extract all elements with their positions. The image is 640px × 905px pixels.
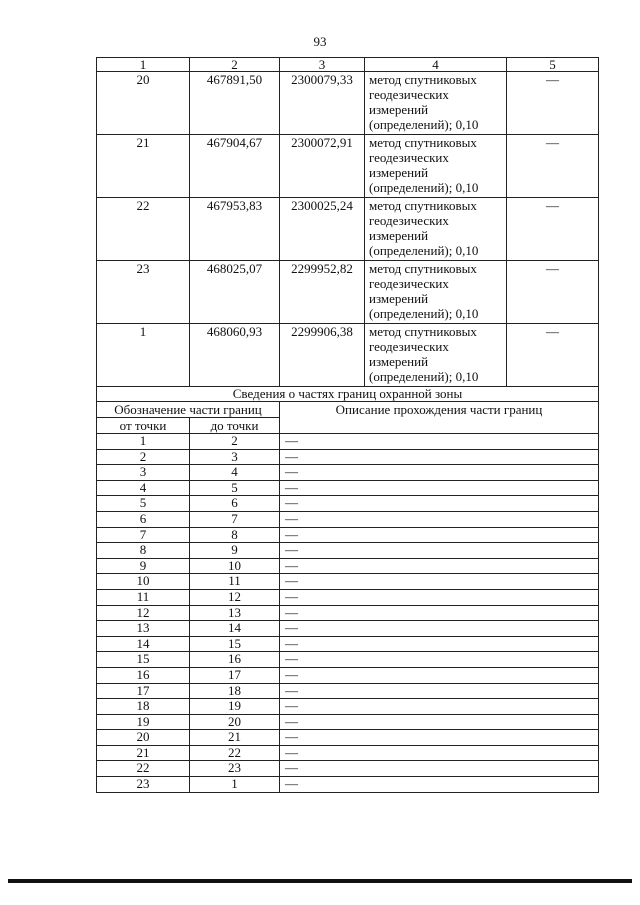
- note-cell: —: [507, 135, 599, 198]
- column-number: 3: [280, 58, 365, 72]
- coordinate-x: 467891,50: [190, 72, 280, 135]
- segment-description: —: [280, 449, 599, 465]
- segment-description: —: [280, 714, 599, 730]
- segment-to: 3: [190, 449, 280, 465]
- note-cell: —: [507, 198, 599, 261]
- segment-from: 2: [97, 449, 190, 465]
- segment-to: 2: [190, 434, 280, 450]
- segment-row: [97, 480, 599, 496]
- segment-to: 11: [190, 574, 280, 590]
- segment-row: [97, 621, 599, 637]
- segment-to: 15: [190, 636, 280, 652]
- segment-description: —: [280, 621, 599, 637]
- segment-to: 6: [190, 496, 280, 512]
- method-line: измерений: [369, 228, 429, 243]
- page-number: 93: [313, 34, 327, 49]
- segment-from: 10: [97, 574, 190, 590]
- method-line: метод спутниковых: [369, 324, 477, 339]
- segment-description: —: [280, 465, 599, 481]
- boundary-table: [96, 57, 599, 793]
- bottom-rule: [8, 879, 632, 883]
- segment-row: [97, 574, 599, 590]
- segment-from: 3: [97, 465, 190, 481]
- segment-from: 13: [97, 621, 190, 637]
- method-line: (определений); 0,10: [369, 369, 479, 384]
- segment-row: [97, 465, 599, 481]
- segment-row: [97, 761, 599, 777]
- segment-from: 22: [97, 761, 190, 777]
- segment-row: [97, 449, 599, 465]
- segment-description: —: [280, 605, 599, 621]
- point-number: 23: [97, 261, 190, 324]
- segment-row: [97, 683, 599, 699]
- coordinate-y: 2300079,33: [280, 72, 365, 135]
- method-cell: [365, 261, 507, 324]
- coordinate-x: 467904,67: [190, 135, 280, 198]
- segment-row: [97, 714, 599, 730]
- segment-to: 23: [190, 761, 280, 777]
- segment-from: 15: [97, 652, 190, 668]
- segment-description: —: [280, 558, 599, 574]
- note-cell: —: [507, 324, 599, 387]
- method-line: (определений); 0,10: [369, 306, 479, 321]
- segment-to: 19: [190, 699, 280, 715]
- segment-description: —: [280, 745, 599, 761]
- method-line: (определений); 0,10: [369, 180, 479, 195]
- segment-to: 5: [190, 480, 280, 496]
- segment-from: 11: [97, 589, 190, 605]
- segment-to: 13: [190, 605, 280, 621]
- segment-row: [97, 730, 599, 746]
- section-title-row: [97, 387, 599, 402]
- segment-description: —: [280, 434, 599, 450]
- segment-from: 9: [97, 558, 190, 574]
- segment-from: 4: [97, 480, 190, 496]
- description-header: Описание прохождения части границ: [280, 402, 599, 434]
- segment-to: 20: [190, 714, 280, 730]
- coordinate-y: 2299906,38: [280, 324, 365, 387]
- segment-row: [97, 636, 599, 652]
- from-point-header: от точки: [97, 418, 190, 434]
- method-line: геодезических: [369, 276, 449, 291]
- note-cell: —: [507, 261, 599, 324]
- segment-from: 1: [97, 434, 190, 450]
- segment-from: 19: [97, 714, 190, 730]
- method-cell: [365, 72, 507, 135]
- method-line: (определений); 0,10: [369, 243, 479, 258]
- segment-row: [97, 605, 599, 621]
- segment-row: [97, 543, 599, 559]
- segment-description: —: [280, 761, 599, 777]
- method-line: метод спутниковых: [369, 261, 477, 276]
- segment-description: —: [280, 683, 599, 699]
- segment-to: 12: [190, 589, 280, 605]
- segment-row: [97, 589, 599, 605]
- note-cell: —: [507, 72, 599, 135]
- section-title: Сведения о частях границ охранной зоны: [97, 387, 599, 402]
- segment-to: 18: [190, 683, 280, 699]
- method-line: метод спутниковых: [369, 198, 477, 213]
- segment-to: 8: [190, 527, 280, 543]
- segment-from: 7: [97, 527, 190, 543]
- coordinate-x: 467953,83: [190, 198, 280, 261]
- segment-description: —: [280, 777, 599, 793]
- method-cell: [365, 324, 507, 387]
- point-row: [97, 135, 599, 198]
- segment-row: [97, 527, 599, 543]
- segment-to: 7: [190, 511, 280, 527]
- segment-description: —: [280, 589, 599, 605]
- segment-to: 22: [190, 745, 280, 761]
- point-row: [97, 261, 599, 324]
- to-point-header: до точки: [190, 418, 280, 434]
- segment-from: 18: [97, 699, 190, 715]
- segment-from: 8: [97, 543, 190, 559]
- method-line: геодезических: [369, 150, 449, 165]
- parts-header-row: [97, 402, 599, 418]
- method-line: измерений: [369, 165, 429, 180]
- segment-to: 4: [190, 465, 280, 481]
- point-number: 21: [97, 135, 190, 198]
- coordinate-x: 468025,07: [190, 261, 280, 324]
- segment-from: 16: [97, 667, 190, 683]
- segment-row: [97, 699, 599, 715]
- designation-header: Обозначение части границ: [97, 402, 280, 418]
- method-line: измерений: [369, 291, 429, 306]
- method-line: (определений); 0,10: [369, 117, 479, 132]
- column-number: 4: [365, 58, 507, 72]
- segment-description: —: [280, 636, 599, 652]
- method-cell: [365, 135, 507, 198]
- segment-to: 16: [190, 652, 280, 668]
- segment-row: [97, 745, 599, 761]
- segment-row: [97, 667, 599, 683]
- segment-from: 6: [97, 511, 190, 527]
- segment-description: —: [280, 511, 599, 527]
- segment-description: —: [280, 652, 599, 668]
- coordinate-y: 2300025,24: [280, 198, 365, 261]
- segment-from: 17: [97, 683, 190, 699]
- segment-from: 20: [97, 730, 190, 746]
- segment-description: —: [280, 699, 599, 715]
- segment-description: —: [280, 496, 599, 512]
- segment-row: [97, 777, 599, 793]
- segment-row: [97, 511, 599, 527]
- column-number-row: [97, 58, 599, 72]
- segment-to: 1: [190, 777, 280, 793]
- coordinate-x: 468060,93: [190, 324, 280, 387]
- segment-row: [97, 558, 599, 574]
- point-row: [97, 324, 599, 387]
- segment-to: 10: [190, 558, 280, 574]
- segment-row: [97, 652, 599, 668]
- method-line: геодезических: [369, 213, 449, 228]
- point-number: 20: [97, 72, 190, 135]
- method-line: геодезических: [369, 87, 449, 102]
- segment-from: 12: [97, 605, 190, 621]
- segment-description: —: [280, 574, 599, 590]
- point-number: 1: [97, 324, 190, 387]
- segment-description: —: [280, 480, 599, 496]
- segment-row: [97, 434, 599, 450]
- column-number: 5: [507, 58, 599, 72]
- segment-description: —: [280, 667, 599, 683]
- segment-to: 14: [190, 621, 280, 637]
- coordinate-y: 2300072,91: [280, 135, 365, 198]
- segment-from: 23: [97, 777, 190, 793]
- coordinate-y: 2299952,82: [280, 261, 365, 324]
- segment-from: 5: [97, 496, 190, 512]
- method-line: геодезических: [369, 339, 449, 354]
- segment-to: 17: [190, 667, 280, 683]
- segment-description: —: [280, 730, 599, 746]
- segment-row: [97, 496, 599, 512]
- segment-from: 21: [97, 745, 190, 761]
- segment-description: —: [280, 543, 599, 559]
- segment-to: 9: [190, 543, 280, 559]
- segment-to: 21: [190, 730, 280, 746]
- segment-description: —: [280, 527, 599, 543]
- point-row: [97, 198, 599, 261]
- method-line: метод спутниковых: [369, 72, 477, 87]
- segment-from: 14: [97, 636, 190, 652]
- method-cell: [365, 198, 507, 261]
- method-line: измерений: [369, 102, 429, 117]
- column-number: 1: [97, 58, 190, 72]
- method-line: измерений: [369, 354, 429, 369]
- point-row: [97, 72, 599, 135]
- point-number: 22: [97, 198, 190, 261]
- method-line: метод спутниковых: [369, 135, 477, 150]
- column-number: 2: [190, 58, 280, 72]
